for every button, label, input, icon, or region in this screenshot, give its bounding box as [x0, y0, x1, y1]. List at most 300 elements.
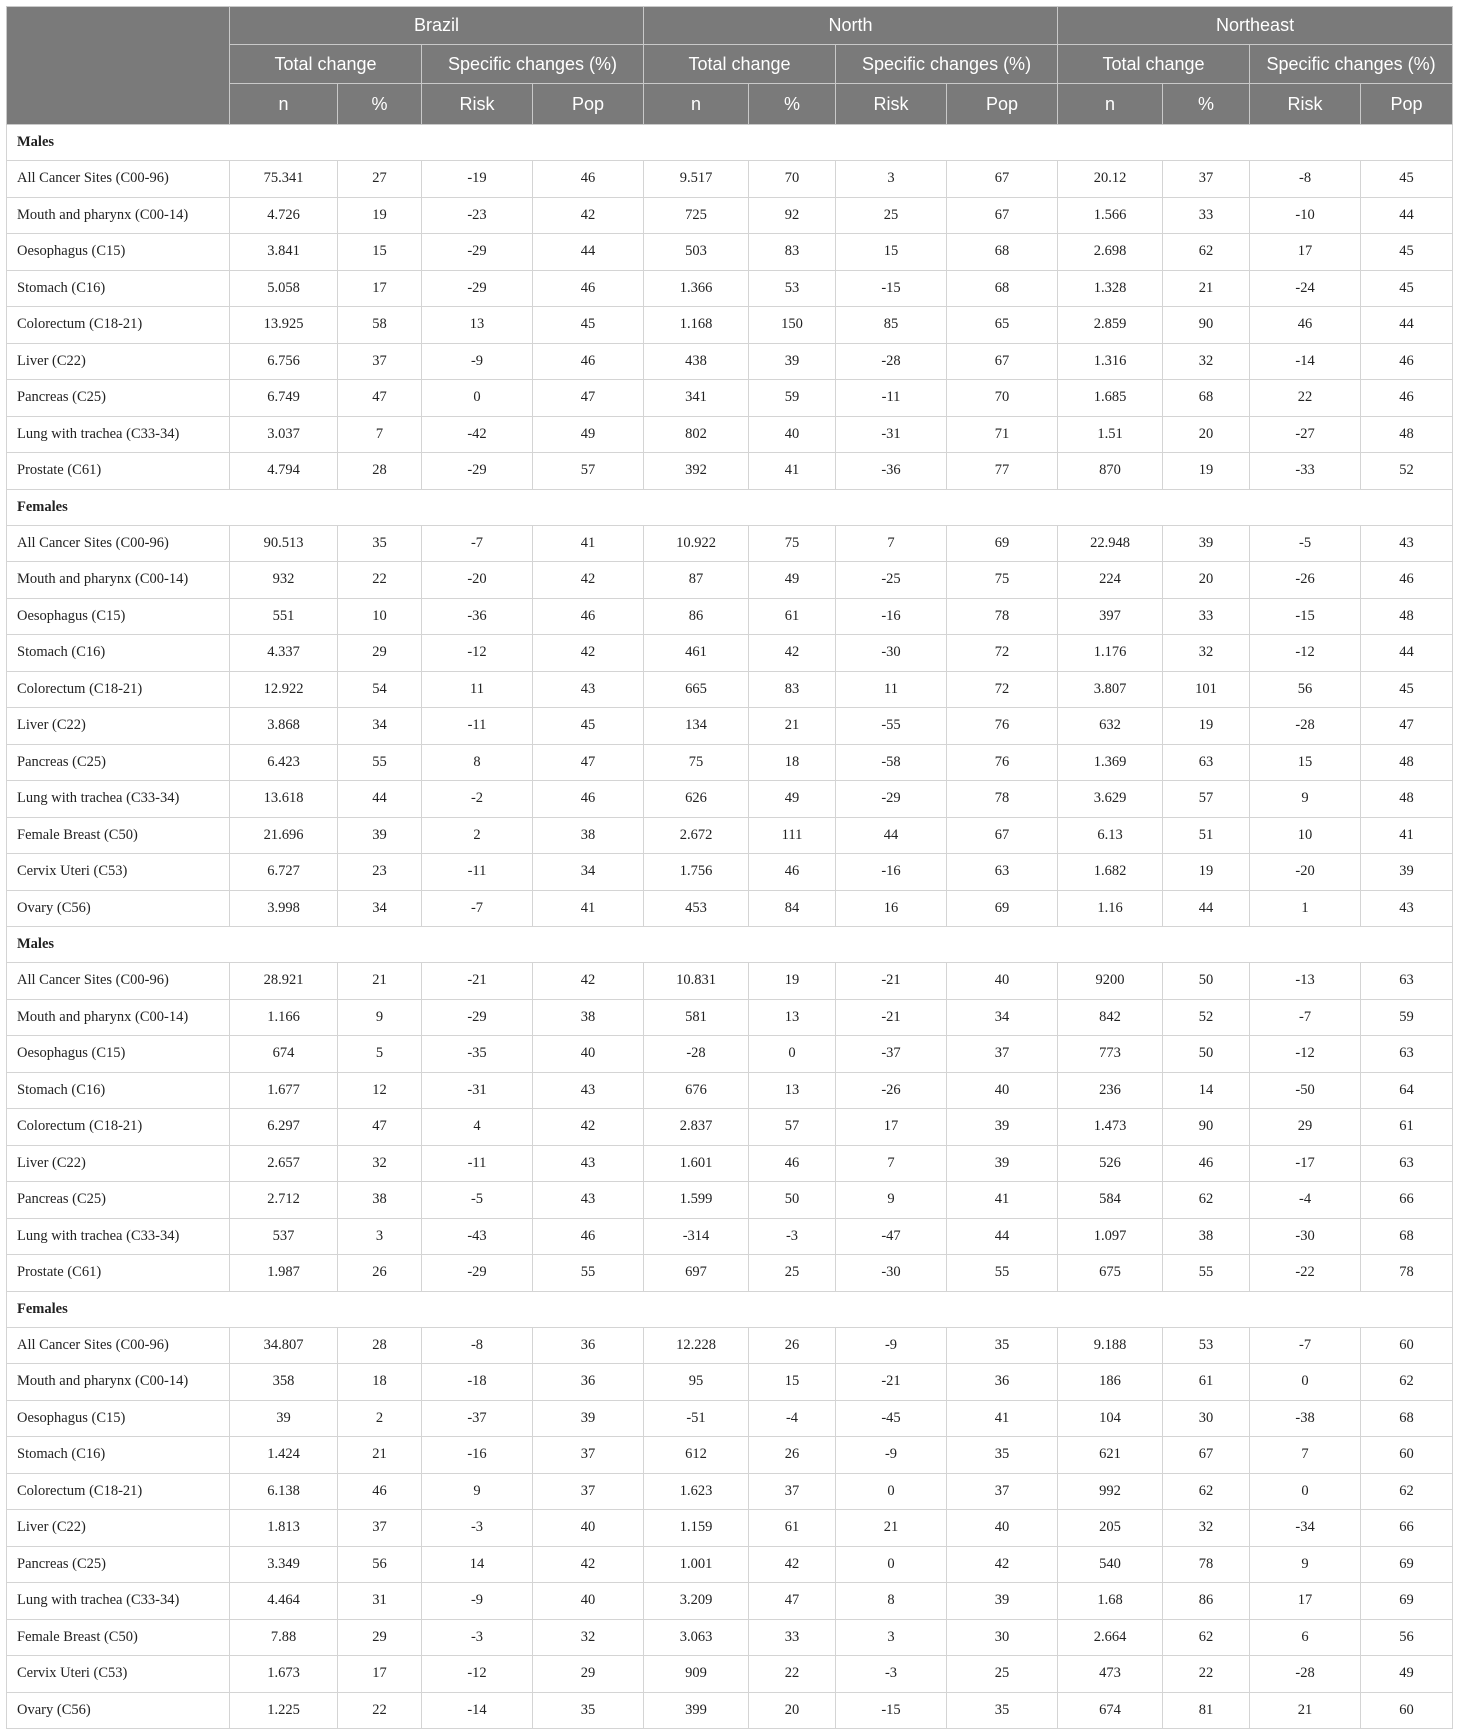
table-cell: 675: [1058, 1255, 1163, 1292]
table-cell: 72: [947, 671, 1058, 708]
table-cell: 35: [947, 1437, 1058, 1474]
table-cell: 0: [836, 1473, 947, 1510]
table-cell: 3.629: [1058, 781, 1163, 818]
table-cell: 42: [533, 963, 644, 1000]
table-cell: 28.921: [230, 963, 338, 1000]
table-cell: 9: [1250, 781, 1361, 818]
table-cell: 503: [644, 234, 749, 271]
row-label: Pancreas (C25): [7, 744, 230, 781]
table-cell: 46: [338, 1473, 422, 1510]
table-cell: -34: [1250, 1510, 1361, 1547]
section-title: Males: [7, 125, 1453, 161]
table-cell: 28: [338, 1327, 422, 1364]
table-cell: 3.063: [644, 1619, 749, 1656]
table-cell: -3: [749, 1218, 836, 1255]
table-cell: -24: [1250, 270, 1361, 307]
row-label: Colorectum (C18-21): [7, 1473, 230, 1510]
table-row: [7, 781, 1453, 818]
header-specific-changes: Specific changes (%): [422, 45, 644, 84]
table-cell: -30: [1250, 1218, 1361, 1255]
table-row: [7, 1036, 1453, 1073]
table-cell: 802: [644, 416, 749, 453]
table-cell: 37: [1163, 161, 1250, 198]
section-title: Males: [7, 927, 1453, 963]
table-cell: 49: [749, 781, 836, 818]
table-cell: 18: [749, 744, 836, 781]
table-row: [7, 380, 1453, 417]
table-cell: 60: [1361, 1437, 1453, 1474]
table-cell: 674: [230, 1036, 338, 1073]
table-cell: 57: [1163, 781, 1250, 818]
table-cell: 205: [1058, 1510, 1163, 1547]
table-cell: 39: [947, 1583, 1058, 1620]
table-cell: 3.349: [230, 1546, 338, 1583]
table-cell: 438: [644, 343, 749, 380]
row-label: All Cancer Sites (C00-96): [7, 963, 230, 1000]
table-cell: -3: [422, 1619, 533, 1656]
table-cell: 63: [1163, 744, 1250, 781]
table-cell: 84: [749, 890, 836, 927]
table-cell: 37: [338, 1510, 422, 1547]
table-cell: -13: [1250, 963, 1361, 1000]
table-cell: 39: [230, 1400, 338, 1437]
table-cell: 55: [947, 1255, 1058, 1292]
row-label: Oesophagus (C15): [7, 598, 230, 635]
table-cell: 46: [533, 781, 644, 818]
table-cell: 44: [836, 817, 947, 854]
table-cell: 101: [1163, 671, 1250, 708]
table-cell: 17: [1250, 1583, 1361, 1620]
header-corner: [7, 7, 230, 125]
row-label: Colorectum (C18-21): [7, 1109, 230, 1146]
table-cell: -11: [422, 1145, 533, 1182]
header-pop: Pop: [947, 84, 1058, 125]
table-cell: 57: [749, 1109, 836, 1146]
table-cell: 15: [836, 234, 947, 271]
table-cell: 22: [749, 1656, 836, 1693]
row-label: Liver (C22): [7, 708, 230, 745]
table-cell: 4.337: [230, 635, 338, 672]
table-cell: 46: [533, 270, 644, 307]
table-cell: 1.673: [230, 1656, 338, 1693]
table-cell: 1.813: [230, 1510, 338, 1547]
table-cell: 55: [533, 1255, 644, 1292]
row-label: Prostate (C61): [7, 453, 230, 490]
table-cell: -12: [1250, 1036, 1361, 1073]
header-region-brazil: Brazil: [230, 7, 644, 45]
table-cell: 8: [836, 1583, 947, 1620]
table-cell: 1.51: [1058, 416, 1163, 453]
table-cell: 45: [1361, 161, 1453, 198]
table-cell: 83: [749, 671, 836, 708]
table-cell: 1.599: [644, 1182, 749, 1219]
row-label: All Cancer Sites (C00-96): [7, 1327, 230, 1364]
table-cell: 62: [1361, 1473, 1453, 1510]
table-cell: 54: [338, 671, 422, 708]
table-cell: 47: [1361, 708, 1453, 745]
table-cell: 44: [947, 1218, 1058, 1255]
table-cell: -26: [836, 1072, 947, 1109]
table-cell: -12: [1250, 635, 1361, 672]
table-cell: 85: [836, 307, 947, 344]
table-cell: 909: [644, 1656, 749, 1693]
table-cell: -28: [836, 343, 947, 380]
table-cell: 22: [1250, 380, 1361, 417]
table-cell: 3.868: [230, 708, 338, 745]
row-label: Stomach (C16): [7, 270, 230, 307]
table-cell: -30: [836, 1255, 947, 1292]
table-cell: 473: [1058, 1656, 1163, 1693]
header-specific-changes: Specific changes (%): [1250, 45, 1453, 84]
table-cell: 10: [1250, 817, 1361, 854]
table-cell: 224: [1058, 562, 1163, 599]
table-cell: 1.168: [644, 307, 749, 344]
table-cell: 46: [749, 1145, 836, 1182]
table-cell: 35: [947, 1327, 1058, 1364]
table-cell: 25: [749, 1255, 836, 1292]
table-cell: -29: [422, 234, 533, 271]
table-cell: 453: [644, 890, 749, 927]
row-label: Pancreas (C25): [7, 1546, 230, 1583]
table-cell: 37: [533, 1473, 644, 1510]
table-cell: 39: [749, 343, 836, 380]
table-cell: -17: [1250, 1145, 1361, 1182]
header-percent: %: [1163, 84, 1250, 125]
table-cell: 35: [338, 525, 422, 562]
table-cell: -33: [1250, 453, 1361, 490]
row-label: Pancreas (C25): [7, 1182, 230, 1219]
table-cell: 932: [230, 562, 338, 599]
table-cell: 32: [1163, 343, 1250, 380]
table-body: [7, 125, 1453, 1729]
table-cell: 612: [644, 1437, 749, 1474]
table-cell: 30: [1163, 1400, 1250, 1437]
table-cell: 19: [338, 197, 422, 234]
table-cell: 34.807: [230, 1327, 338, 1364]
table-cell: 3: [836, 1619, 947, 1656]
table-cell: 81: [1163, 1692, 1250, 1729]
table-cell: 46: [1361, 562, 1453, 599]
table-cell: 42: [749, 635, 836, 672]
table-cell: 87: [644, 562, 749, 599]
table-cell: -31: [836, 416, 947, 453]
table-cell: 13.618: [230, 781, 338, 818]
table-cell: 358: [230, 1364, 338, 1401]
table-cell: 19: [749, 963, 836, 1000]
table-row: [7, 270, 1453, 307]
table-cell: 86: [1163, 1583, 1250, 1620]
table-cell: 17: [338, 1656, 422, 1693]
table-cell: 674: [1058, 1692, 1163, 1729]
table-cell: 34: [338, 708, 422, 745]
table-cell: 71: [947, 416, 1058, 453]
table-cell: -12: [422, 1656, 533, 1693]
row-label: Colorectum (C18-21): [7, 307, 230, 344]
table-row: [7, 1583, 1453, 1620]
table-row: [7, 562, 1453, 599]
table-cell: 5.058: [230, 270, 338, 307]
table-cell: 1.166: [230, 999, 338, 1036]
table-cell: 48: [1361, 416, 1453, 453]
table-cell: 17: [836, 1109, 947, 1146]
table-row: [7, 161, 1453, 198]
header-risk: Risk: [836, 84, 947, 125]
table-cell: 34: [533, 854, 644, 891]
table-cell: 36: [533, 1364, 644, 1401]
table-cell: 29: [533, 1656, 644, 1693]
table-cell: 46: [533, 343, 644, 380]
table-cell: 21: [338, 1437, 422, 1474]
table-cell: -55: [836, 708, 947, 745]
table-cell: 68: [1163, 380, 1250, 417]
table-cell: 50: [1163, 963, 1250, 1000]
table-cell: 36: [533, 1327, 644, 1364]
table-cell: -45: [836, 1400, 947, 1437]
table-cell: -42: [422, 416, 533, 453]
table-cell: 39: [1361, 854, 1453, 891]
table-cell: -9: [422, 1583, 533, 1620]
table-cell: 9: [422, 1473, 533, 1510]
row-label: Pancreas (C25): [7, 380, 230, 417]
table-row: [7, 343, 1453, 380]
header-n: n: [230, 84, 338, 125]
table-header: [7, 7, 1453, 125]
table-cell: 134: [644, 708, 749, 745]
table-row: [7, 963, 1453, 1000]
table-cell: -31: [422, 1072, 533, 1109]
table-cell: 6: [1250, 1619, 1361, 1656]
table-cell: 48: [1361, 744, 1453, 781]
table-cell: -43: [422, 1218, 533, 1255]
table-cell: 1.225: [230, 1692, 338, 1729]
table-cell: 43: [533, 1182, 644, 1219]
table-cell: 399: [644, 1692, 749, 1729]
table-cell: 3.209: [644, 1583, 749, 1620]
table-cell: 4.464: [230, 1583, 338, 1620]
table-cell: 19: [1163, 453, 1250, 490]
table-cell: 1.685: [1058, 380, 1163, 417]
table-cell: 90: [1163, 307, 1250, 344]
header-percent: %: [338, 84, 422, 125]
table-cell: 1.601: [644, 1145, 749, 1182]
table-cell: 1.677: [230, 1072, 338, 1109]
table-cell: 46: [1361, 380, 1453, 417]
table-cell: 38: [533, 999, 644, 1036]
table-cell: 38: [533, 817, 644, 854]
table-cell: 150: [749, 307, 836, 344]
table-cell: 2.712: [230, 1182, 338, 1219]
table-row: [7, 1437, 1453, 1474]
table-cell: 63: [1361, 1145, 1453, 1182]
table-cell: 58: [338, 307, 422, 344]
table-cell: 842: [1058, 999, 1163, 1036]
table-cell: 46: [1250, 307, 1361, 344]
table-cell: 12.922: [230, 671, 338, 708]
table-cell: 44: [1361, 307, 1453, 344]
table-cell: 0: [422, 380, 533, 417]
table-cell: 2: [422, 817, 533, 854]
table-cell: 42: [533, 197, 644, 234]
table-cell: 2.859: [1058, 307, 1163, 344]
table-cell: 10.831: [644, 963, 749, 1000]
row-label: Colorectum (C18-21): [7, 671, 230, 708]
table-cell: -14: [422, 1692, 533, 1729]
table-cell: 38: [338, 1182, 422, 1219]
table-cell: 62: [1163, 1473, 1250, 1510]
table-cell: -37: [422, 1400, 533, 1437]
table-cell: -7: [422, 525, 533, 562]
table-cell: 31: [338, 1583, 422, 1620]
table-cell: 1.366: [644, 270, 749, 307]
table-cell: 60: [1361, 1327, 1453, 1364]
table-cell: 2: [338, 1400, 422, 1437]
table-cell: -18: [422, 1364, 533, 1401]
table-cell: 3.998: [230, 890, 338, 927]
row-label: Mouth and pharynx (C00-14): [7, 1364, 230, 1401]
table-cell: 21: [1163, 270, 1250, 307]
table-cell: 45: [1361, 270, 1453, 307]
header-pop: Pop: [533, 84, 644, 125]
table-cell: 26: [749, 1437, 836, 1474]
table-cell: -12: [422, 635, 533, 672]
table-cell: 4.726: [230, 197, 338, 234]
table-cell: 21: [749, 708, 836, 745]
table-cell: 90.513: [230, 525, 338, 562]
table-cell: 47: [749, 1583, 836, 1620]
table-cell: 581: [644, 999, 749, 1036]
table-cell: 47: [533, 380, 644, 417]
table-cell: 13: [422, 307, 533, 344]
table-cell: 27: [338, 161, 422, 198]
table-cell: -8: [422, 1327, 533, 1364]
table-row: [7, 598, 1453, 635]
header-total-change: Total change: [230, 45, 422, 84]
table-cell: 49: [1361, 1656, 1453, 1693]
table-cell: 236: [1058, 1072, 1163, 1109]
table-cell: -9: [422, 343, 533, 380]
table-cell: 60: [1361, 1692, 1453, 1729]
table-cell: 13: [749, 1072, 836, 1109]
table-cell: 29: [338, 1619, 422, 1656]
table-cell: -5: [1250, 525, 1361, 562]
table-cell: 26: [338, 1255, 422, 1292]
table-cell: 104: [1058, 1400, 1163, 1437]
table-cell: 78: [1163, 1546, 1250, 1583]
row-label: Lung with trachea (C33-34): [7, 1583, 230, 1620]
table-cell: -16: [422, 1437, 533, 1474]
table-cell: -28: [1250, 1656, 1361, 1693]
header-percent: %: [749, 84, 836, 125]
table-cell: 5: [338, 1036, 422, 1073]
section-title: Females: [7, 489, 1453, 525]
table-row: [7, 525, 1453, 562]
table-cell: 61: [749, 1510, 836, 1547]
table-cell: -28: [644, 1036, 749, 1073]
table-row: [7, 1692, 1453, 1729]
table-cell: -20: [1250, 854, 1361, 891]
table-cell: 36: [947, 1364, 1058, 1401]
table-cell: 9: [338, 999, 422, 1036]
table-cell: -14: [1250, 343, 1361, 380]
table-cell: 632: [1058, 708, 1163, 745]
table-cell: -7: [422, 890, 533, 927]
table-cell: 51: [1163, 817, 1250, 854]
table-cell: -38: [1250, 1400, 1361, 1437]
row-label: All Cancer Sites (C00-96): [7, 161, 230, 198]
table-cell: 69: [947, 890, 1058, 927]
table-cell: -11: [422, 854, 533, 891]
table-cell: 2.837: [644, 1109, 749, 1146]
table-cell: -3: [422, 1510, 533, 1547]
table-cell: -47: [836, 1218, 947, 1255]
table-row: [7, 1072, 1453, 1109]
table-cell: 55: [338, 744, 422, 781]
row-label: Cervix Uteri (C53): [7, 854, 230, 891]
row-label: Lung with trachea (C33-34): [7, 416, 230, 453]
table-cell: 55: [1163, 1255, 1250, 1292]
table-cell: -11: [422, 708, 533, 745]
table-cell: 3: [836, 161, 947, 198]
table-cell: -27: [1250, 416, 1361, 453]
table-cell: 7: [836, 1145, 947, 1182]
row-label: Cervix Uteri (C53): [7, 1656, 230, 1693]
table-cell: 13.925: [230, 307, 338, 344]
header-specific-changes: Specific changes (%): [836, 45, 1058, 84]
table-cell: 29: [338, 635, 422, 672]
table-cell: 1.176: [1058, 635, 1163, 672]
table-row: [7, 1182, 1453, 1219]
table-cell: 33: [1163, 197, 1250, 234]
table-cell: -3: [836, 1656, 947, 1693]
table-cell: 8: [422, 744, 533, 781]
table-cell: 56: [1361, 1619, 1453, 1656]
table-cell: 2.657: [230, 1145, 338, 1182]
table-cell: -21: [836, 1364, 947, 1401]
table-cell: -28: [1250, 708, 1361, 745]
table-cell: 92: [749, 197, 836, 234]
table-cell: 32: [1163, 635, 1250, 672]
table-cell: 0: [836, 1546, 947, 1583]
table-cell: 68: [947, 270, 1058, 307]
table-cell: -50: [1250, 1072, 1361, 1109]
table-cell: 67: [947, 343, 1058, 380]
table-cell: 41: [749, 453, 836, 490]
header-n: n: [1058, 84, 1163, 125]
table-row: [7, 416, 1453, 453]
table-cell: 67: [947, 197, 1058, 234]
table-cell: -8: [1250, 161, 1361, 198]
table-cell: 68: [1361, 1400, 1453, 1437]
row-label: Female Breast (C50): [7, 1619, 230, 1656]
table-cell: 6.297: [230, 1109, 338, 1146]
table-cell: 22: [338, 1692, 422, 1729]
row-label: Stomach (C16): [7, 1437, 230, 1474]
table-cell: 34: [338, 890, 422, 927]
table-cell: 41: [947, 1400, 1058, 1437]
table-cell: 37: [533, 1437, 644, 1474]
table-cell: 25: [947, 1656, 1058, 1693]
row-label: Stomach (C16): [7, 1072, 230, 1109]
table-cell: 621: [1058, 1437, 1163, 1474]
table-cell: 41: [947, 1182, 1058, 1219]
table-cell: 70: [947, 380, 1058, 417]
table-cell: 6.756: [230, 343, 338, 380]
table-cell: 40: [749, 416, 836, 453]
table-cell: 46: [533, 598, 644, 635]
table-cell: 43: [533, 1072, 644, 1109]
table-cell: 70: [749, 161, 836, 198]
section-row: [7, 489, 1453, 525]
